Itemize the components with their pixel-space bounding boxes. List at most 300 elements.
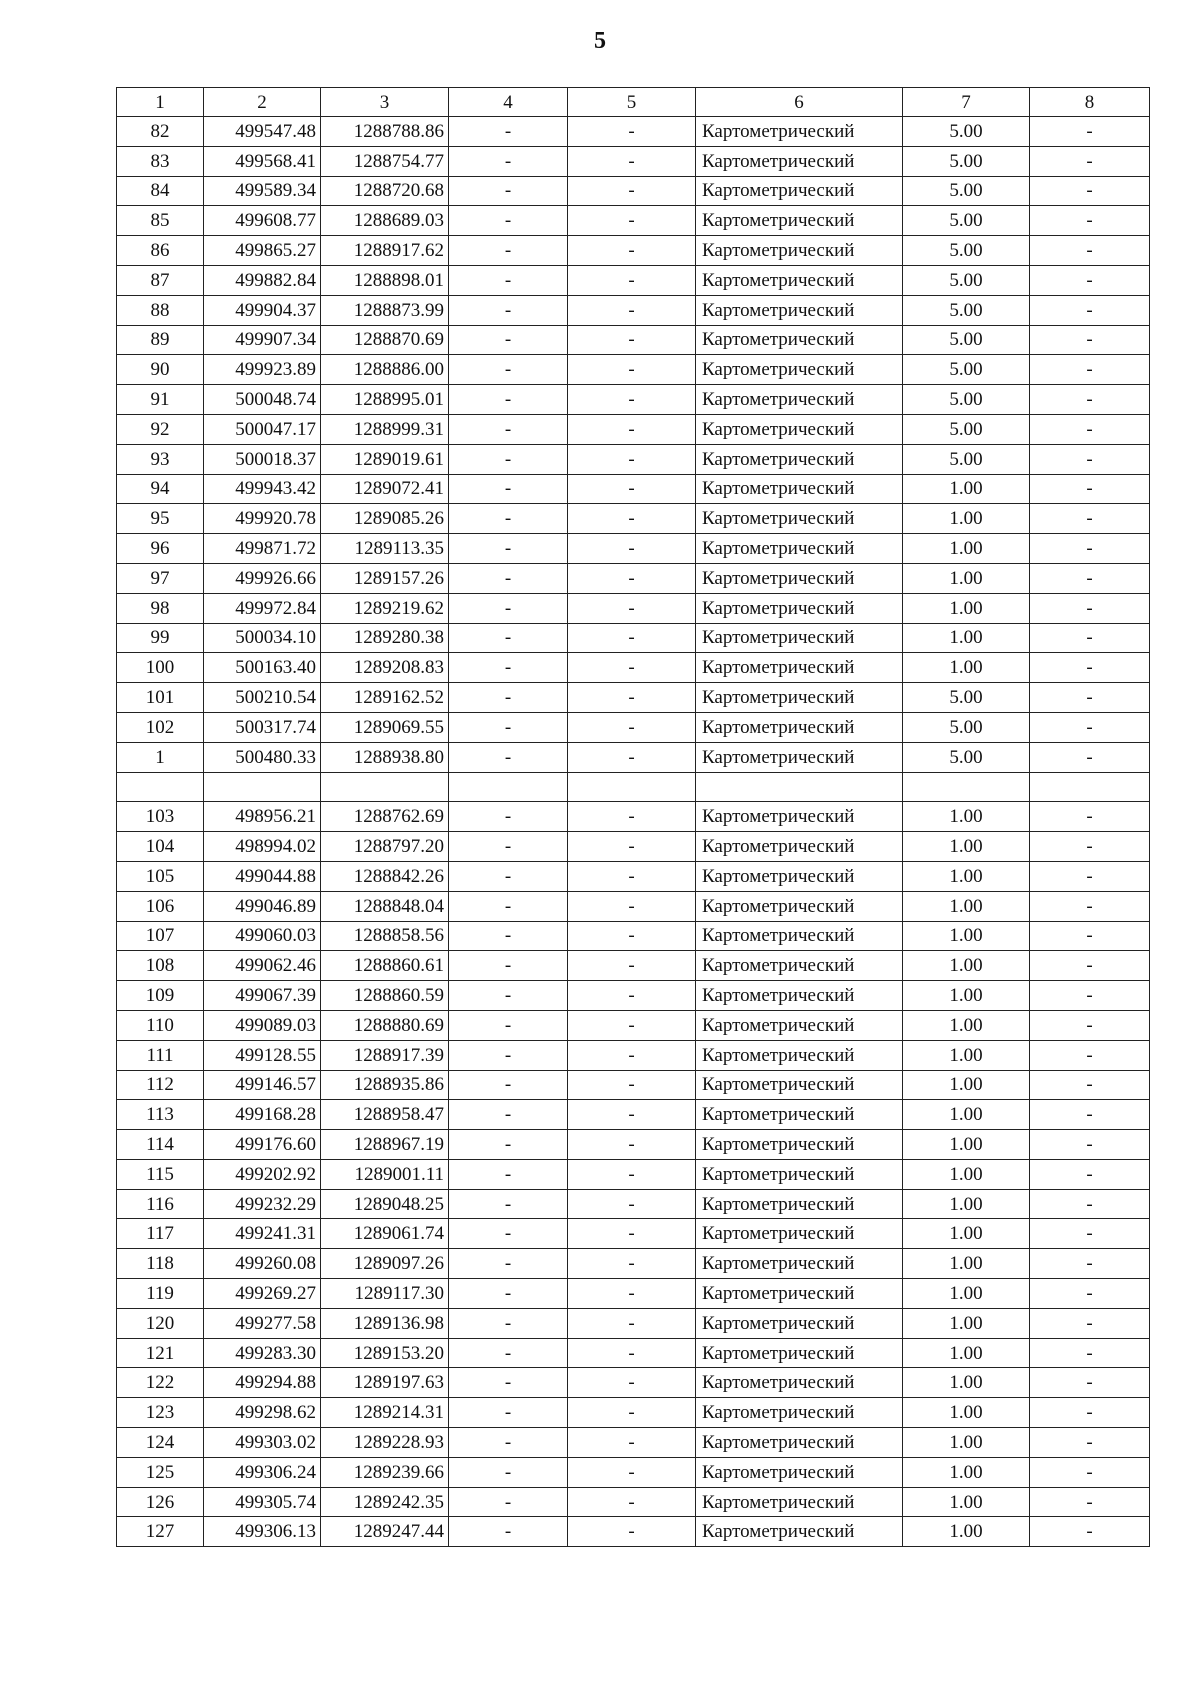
column-5-cell: - (568, 1308, 696, 1338)
table-row (117, 593, 1150, 623)
column-8-cell: - (1030, 295, 1150, 325)
method-cell: Картометрический (696, 1219, 903, 1249)
column-8-cell: - (1030, 1279, 1150, 1309)
column-8-cell: - (1030, 742, 1150, 772)
method-cell: Картометрический (696, 1517, 903, 1547)
y-coordinate-cell: 1288860.61 (321, 951, 449, 981)
column-4-cell: - (449, 1487, 568, 1517)
y-coordinate-cell: 1289208.83 (321, 653, 449, 683)
table-row (117, 206, 1150, 236)
point-number-cell: 98 (117, 593, 204, 623)
accuracy-cell: 5.00 (903, 295, 1030, 325)
point-number-cell: 86 (117, 236, 204, 266)
column-4-cell: - (449, 117, 568, 147)
accuracy-cell: 1.00 (903, 1010, 1030, 1040)
column-8-cell: - (1030, 1130, 1150, 1160)
column-8-cell: - (1030, 236, 1150, 266)
x-coordinate-cell: 500018.37 (204, 444, 321, 474)
point-number-cell: 103 (117, 802, 204, 832)
accuracy-cell: 1.00 (903, 1040, 1030, 1070)
y-coordinate-cell: 1289247.44 (321, 1517, 449, 1547)
accuracy-cell: 1.00 (903, 563, 1030, 593)
accuracy-cell: 1.00 (903, 1249, 1030, 1279)
point-number-cell: 122 (117, 1368, 204, 1398)
column-4-cell: - (449, 1249, 568, 1279)
column-5-cell: - (568, 146, 696, 176)
column-8-cell: - (1030, 683, 1150, 713)
column-8-cell: - (1030, 951, 1150, 981)
accuracy-cell: 1.00 (903, 1398, 1030, 1428)
y-coordinate-cell: 1289117.30 (321, 1279, 449, 1309)
accuracy-cell: 5.00 (903, 712, 1030, 742)
x-coordinate-cell: 499305.74 (204, 1487, 321, 1517)
column-8-cell: - (1030, 444, 1150, 474)
accuracy-cell: 1.00 (903, 891, 1030, 921)
column-4-cell: - (449, 325, 568, 355)
method-cell: Картометрический (696, 206, 903, 236)
point-number-cell: 90 (117, 355, 204, 385)
x-coordinate-cell: 500034.10 (204, 623, 321, 653)
accuracy-cell (903, 772, 1030, 802)
column-8-cell: - (1030, 563, 1150, 593)
table-row (117, 1457, 1150, 1487)
method-cell: Картометрический (696, 1279, 903, 1309)
method-cell: Картометрический (696, 236, 903, 266)
column-5-cell: - (568, 1010, 696, 1040)
column-8-cell: - (1030, 1487, 1150, 1517)
method-cell: Картометрический (696, 146, 903, 176)
method-cell: Картометрический (696, 921, 903, 951)
column-header: 3 (321, 88, 449, 117)
column-8-cell: - (1030, 653, 1150, 683)
column-8-cell: - (1030, 593, 1150, 623)
accuracy-cell: 1.00 (903, 504, 1030, 534)
column-8-cell: - (1030, 832, 1150, 862)
column-5-cell: - (568, 385, 696, 415)
y-coordinate-cell: 1289113.35 (321, 534, 449, 564)
accuracy-cell: 5.00 (903, 206, 1030, 236)
x-coordinate-cell: 500210.54 (204, 683, 321, 713)
column-4-cell: - (449, 951, 568, 981)
x-coordinate-cell: 500317.74 (204, 712, 321, 742)
column-8-cell: - (1030, 1338, 1150, 1368)
y-coordinate-cell: 1288689.03 (321, 206, 449, 236)
column-4-cell: - (449, 1100, 568, 1130)
table-row (117, 861, 1150, 891)
point-number-cell: 88 (117, 295, 204, 325)
x-coordinate-cell: 499283.30 (204, 1338, 321, 1368)
x-coordinate-cell: 498956.21 (204, 802, 321, 832)
column-8-cell: - (1030, 1040, 1150, 1070)
accuracy-cell: 1.00 (903, 534, 1030, 564)
table-row (117, 355, 1150, 385)
column-4-cell: - (449, 981, 568, 1011)
column-5-cell: - (568, 891, 696, 921)
point-number-cell: 85 (117, 206, 204, 236)
x-coordinate-cell: 499923.89 (204, 355, 321, 385)
table-row (117, 1279, 1150, 1309)
table-row (117, 1219, 1150, 1249)
y-coordinate-cell: 1289157.26 (321, 563, 449, 593)
y-coordinate-cell: 1288935.86 (321, 1070, 449, 1100)
method-cell: Картометрический (696, 265, 903, 295)
point-number-cell: 109 (117, 981, 204, 1011)
column-4-cell: - (449, 236, 568, 266)
column-8-cell: - (1030, 712, 1150, 742)
method-cell: Картометрический (696, 802, 903, 832)
column-4-cell: - (449, 176, 568, 206)
y-coordinate-cell: 1288873.99 (321, 295, 449, 325)
point-number-cell: 123 (117, 1398, 204, 1428)
accuracy-cell: 5.00 (903, 742, 1030, 772)
column-5-cell: - (568, 355, 696, 385)
column-4-cell: - (449, 891, 568, 921)
column-8-cell: - (1030, 117, 1150, 147)
table-row (117, 1010, 1150, 1040)
coordinates-table (116, 87, 1150, 1547)
y-coordinate-cell: 1288848.04 (321, 891, 449, 921)
x-coordinate-cell: 499865.27 (204, 236, 321, 266)
x-coordinate-cell: 499972.84 (204, 593, 321, 623)
table-row (117, 1100, 1150, 1130)
point-number-cell: 119 (117, 1279, 204, 1309)
x-coordinate-cell: 499060.03 (204, 921, 321, 951)
column-5-cell: - (568, 563, 696, 593)
point-number-cell: 126 (117, 1487, 204, 1517)
column-4-cell (449, 772, 568, 802)
column-5-cell: - (568, 802, 696, 832)
method-cell: Картометрический (696, 295, 903, 325)
y-coordinate-cell: 1289048.25 (321, 1189, 449, 1219)
x-coordinate-cell: 500048.74 (204, 385, 321, 415)
accuracy-cell: 1.00 (903, 1159, 1030, 1189)
column-4-cell: - (449, 563, 568, 593)
accuracy-cell: 1.00 (903, 861, 1030, 891)
x-coordinate-cell: 499298.62 (204, 1398, 321, 1428)
column-4-cell: - (449, 1398, 568, 1428)
x-coordinate-cell: 499232.29 (204, 1189, 321, 1219)
point-number-cell: 116 (117, 1189, 204, 1219)
column-5-cell: - (568, 712, 696, 742)
point-number-cell: 100 (117, 653, 204, 683)
method-cell: Картометрический (696, 355, 903, 385)
column-4-cell: - (449, 206, 568, 236)
accuracy-cell: 1.00 (903, 832, 1030, 862)
y-coordinate-cell: 1288917.62 (321, 236, 449, 266)
x-coordinate-cell: 499062.46 (204, 951, 321, 981)
x-coordinate-cell: 499294.88 (204, 1368, 321, 1398)
method-cell: Картометрический (696, 1010, 903, 1040)
table-row (117, 534, 1150, 564)
column-8-cell: - (1030, 414, 1150, 444)
x-coordinate-cell: 499871.72 (204, 534, 321, 564)
method-cell (696, 772, 903, 802)
method-cell: Картометрический (696, 1040, 903, 1070)
accuracy-cell: 1.00 (903, 1219, 1030, 1249)
y-coordinate-cell: 1289214.31 (321, 1398, 449, 1428)
table-row (117, 683, 1150, 713)
method-cell: Картометрический (696, 563, 903, 593)
column-4-cell: - (449, 385, 568, 415)
table-row (117, 176, 1150, 206)
accuracy-cell: 1.00 (903, 1189, 1030, 1219)
y-coordinate-cell: 1289019.61 (321, 444, 449, 474)
column-4-cell: - (449, 653, 568, 683)
accuracy-cell: 5.00 (903, 414, 1030, 444)
column-header: 4 (449, 88, 568, 117)
x-coordinate-cell: 499046.89 (204, 891, 321, 921)
table-separator-row (117, 772, 1150, 802)
column-4-cell: - (449, 861, 568, 891)
method-cell: Картометрический (696, 861, 903, 891)
x-coordinate-cell: 499303.02 (204, 1428, 321, 1458)
column-4-cell: - (449, 474, 568, 504)
column-5-cell: - (568, 1219, 696, 1249)
column-4-cell: - (449, 1040, 568, 1070)
table-row (117, 951, 1150, 981)
x-coordinate-cell: 499089.03 (204, 1010, 321, 1040)
point-number-cell: 95 (117, 504, 204, 534)
method-cell: Картометрический (696, 444, 903, 474)
method-cell: Картометрический (696, 653, 903, 683)
method-cell: Картометрический (696, 117, 903, 147)
table-row (117, 563, 1150, 593)
column-5-cell: - (568, 265, 696, 295)
table-body (117, 117, 1150, 1547)
method-cell: Картометрический (696, 1308, 903, 1338)
accuracy-cell: 1.00 (903, 1279, 1030, 1309)
y-coordinate-cell: 1288880.69 (321, 1010, 449, 1040)
table-row (117, 891, 1150, 921)
column-5-cell: - (568, 683, 696, 713)
column-8-cell (1030, 772, 1150, 802)
column-4-cell: - (449, 1457, 568, 1487)
method-cell: Картометрический (696, 951, 903, 981)
point-number-cell: 1 (117, 742, 204, 772)
point-number-cell: 121 (117, 1338, 204, 1368)
table-row (117, 1517, 1150, 1547)
accuracy-cell: 1.00 (903, 1070, 1030, 1100)
column-4-cell: - (449, 832, 568, 862)
column-header: 5 (568, 88, 696, 117)
column-8-cell: - (1030, 1189, 1150, 1219)
accuracy-cell: 1.00 (903, 1487, 1030, 1517)
column-5-cell: - (568, 206, 696, 236)
column-5-cell: - (568, 325, 696, 355)
column-5-cell: - (568, 1040, 696, 1070)
method-cell: Картометрический (696, 1189, 903, 1219)
point-number-cell: 89 (117, 325, 204, 355)
table-row (117, 504, 1150, 534)
column-4-cell: - (449, 1368, 568, 1398)
point-number-cell: 112 (117, 1070, 204, 1100)
method-cell: Картометрический (696, 1398, 903, 1428)
accuracy-cell: 1.00 (903, 1428, 1030, 1458)
column-4-cell: - (449, 1219, 568, 1249)
accuracy-cell: 5.00 (903, 683, 1030, 713)
table-row (117, 1428, 1150, 1458)
point-number-cell: 111 (117, 1040, 204, 1070)
table-row (117, 1338, 1150, 1368)
x-coordinate-cell: 499168.28 (204, 1100, 321, 1130)
y-coordinate-cell: 1288720.68 (321, 176, 449, 206)
column-8-cell: - (1030, 504, 1150, 534)
y-coordinate-cell: 1288860.59 (321, 981, 449, 1011)
column-4-cell: - (449, 146, 568, 176)
column-5-cell: - (568, 742, 696, 772)
x-coordinate-cell: 498994.02 (204, 832, 321, 862)
accuracy-cell: 5.00 (903, 236, 1030, 266)
x-coordinate-cell: 499547.48 (204, 117, 321, 147)
column-5-cell: - (568, 1159, 696, 1189)
column-8-cell: - (1030, 176, 1150, 206)
accuracy-cell: 5.00 (903, 117, 1030, 147)
column-5-cell: - (568, 176, 696, 206)
x-coordinate-cell: 500480.33 (204, 742, 321, 772)
point-number-cell: 96 (117, 534, 204, 564)
column-8-cell: - (1030, 355, 1150, 385)
method-cell: Картометрический (696, 683, 903, 713)
table-row (117, 444, 1150, 474)
column-5-cell: - (568, 1070, 696, 1100)
point-number-cell: 87 (117, 265, 204, 295)
method-cell: Картометрический (696, 742, 903, 772)
table-row (117, 117, 1150, 147)
column-4-cell: - (449, 802, 568, 832)
column-4-cell: - (449, 1428, 568, 1458)
table-row (117, 325, 1150, 355)
column-8-cell: - (1030, 325, 1150, 355)
accuracy-cell: 1.00 (903, 981, 1030, 1011)
point-number-cell: 114 (117, 1130, 204, 1160)
point-number-cell: 83 (117, 146, 204, 176)
column-4-cell: - (449, 623, 568, 653)
y-coordinate-cell: 1288917.39 (321, 1040, 449, 1070)
table-row (117, 1398, 1150, 1428)
x-coordinate-cell: 499568.41 (204, 146, 321, 176)
x-coordinate-cell: 500047.17 (204, 414, 321, 444)
y-coordinate-cell: 1289280.38 (321, 623, 449, 653)
table-row (117, 802, 1150, 832)
column-4-cell: - (449, 265, 568, 295)
point-number-cell: 82 (117, 117, 204, 147)
table-row (117, 146, 1150, 176)
method-cell: Картометрический (696, 385, 903, 415)
point-number-cell: 97 (117, 563, 204, 593)
method-cell: Картометрический (696, 534, 903, 564)
y-coordinate-cell: 1288958.47 (321, 1100, 449, 1130)
accuracy-cell: 1.00 (903, 1308, 1030, 1338)
column-4-cell: - (449, 355, 568, 385)
column-header: 2 (204, 88, 321, 117)
method-cell: Картометрический (696, 832, 903, 862)
column-8-cell: - (1030, 1398, 1150, 1428)
column-5-cell: - (568, 921, 696, 951)
page-number: 5 (594, 28, 606, 54)
table-row (117, 981, 1150, 1011)
column-5-cell: - (568, 1487, 696, 1517)
accuracy-cell: 5.00 (903, 355, 1030, 385)
point-number-cell: 124 (117, 1428, 204, 1458)
column-5-cell: - (568, 861, 696, 891)
point-number-cell: 106 (117, 891, 204, 921)
point-number-cell (117, 772, 204, 802)
point-number-cell: 108 (117, 951, 204, 981)
column-5-cell: - (568, 1189, 696, 1219)
y-coordinate-cell: 1289197.63 (321, 1368, 449, 1398)
method-cell: Картометрический (696, 1249, 903, 1279)
accuracy-cell: 5.00 (903, 176, 1030, 206)
y-coordinate-cell (321, 772, 449, 802)
point-number-cell: 94 (117, 474, 204, 504)
column-4-cell: - (449, 414, 568, 444)
column-8-cell: - (1030, 265, 1150, 295)
method-cell: Картометрический (696, 1428, 903, 1458)
method-cell: Картометрический (696, 712, 903, 742)
column-4-cell: - (449, 504, 568, 534)
column-5-cell: - (568, 1249, 696, 1279)
y-coordinate-cell: 1289097.26 (321, 1249, 449, 1279)
table-row (117, 653, 1150, 683)
x-coordinate-cell: 499176.60 (204, 1130, 321, 1160)
y-coordinate-cell: 1288754.77 (321, 146, 449, 176)
method-cell: Картометрический (696, 414, 903, 444)
column-8-cell: - (1030, 1070, 1150, 1100)
point-number-cell: 113 (117, 1100, 204, 1130)
table-row (117, 1368, 1150, 1398)
accuracy-cell: 5.00 (903, 265, 1030, 295)
column-8-cell: - (1030, 206, 1150, 236)
accuracy-cell: 1.00 (903, 802, 1030, 832)
column-4-cell: - (449, 1159, 568, 1189)
column-4-cell: - (449, 444, 568, 474)
column-5-cell: - (568, 1398, 696, 1428)
accuracy-cell: 1.00 (903, 653, 1030, 683)
column-4-cell: - (449, 1338, 568, 1368)
column-5-cell: - (568, 444, 696, 474)
accuracy-cell: 1.00 (903, 1517, 1030, 1547)
method-cell: Картометрический (696, 1487, 903, 1517)
column-5-cell: - (568, 474, 696, 504)
column-4-cell: - (449, 295, 568, 325)
column-header: 6 (696, 88, 903, 117)
column-8-cell: - (1030, 802, 1150, 832)
accuracy-cell: 5.00 (903, 325, 1030, 355)
column-5-cell: - (568, 593, 696, 623)
column-5-cell: - (568, 1428, 696, 1458)
accuracy-cell: 5.00 (903, 146, 1030, 176)
column-5-cell: - (568, 414, 696, 444)
method-cell: Картометрический (696, 623, 903, 653)
y-coordinate-cell: 1288797.20 (321, 832, 449, 862)
y-coordinate-cell: 1288788.86 (321, 117, 449, 147)
point-number-cell: 105 (117, 861, 204, 891)
y-coordinate-cell: 1289242.35 (321, 1487, 449, 1517)
column-4-cell: - (449, 742, 568, 772)
accuracy-cell: 1.00 (903, 1368, 1030, 1398)
y-coordinate-cell: 1288938.80 (321, 742, 449, 772)
column-5-cell: - (568, 1279, 696, 1309)
table-row (117, 742, 1150, 772)
point-number-cell: 125 (117, 1457, 204, 1487)
table-row (117, 1159, 1150, 1189)
column-header: 7 (903, 88, 1030, 117)
point-number-cell: 107 (117, 921, 204, 951)
y-coordinate-cell: 1288762.69 (321, 802, 449, 832)
column-5-cell: - (568, 534, 696, 564)
x-coordinate-cell: 499067.39 (204, 981, 321, 1011)
column-header: 1 (117, 88, 204, 117)
